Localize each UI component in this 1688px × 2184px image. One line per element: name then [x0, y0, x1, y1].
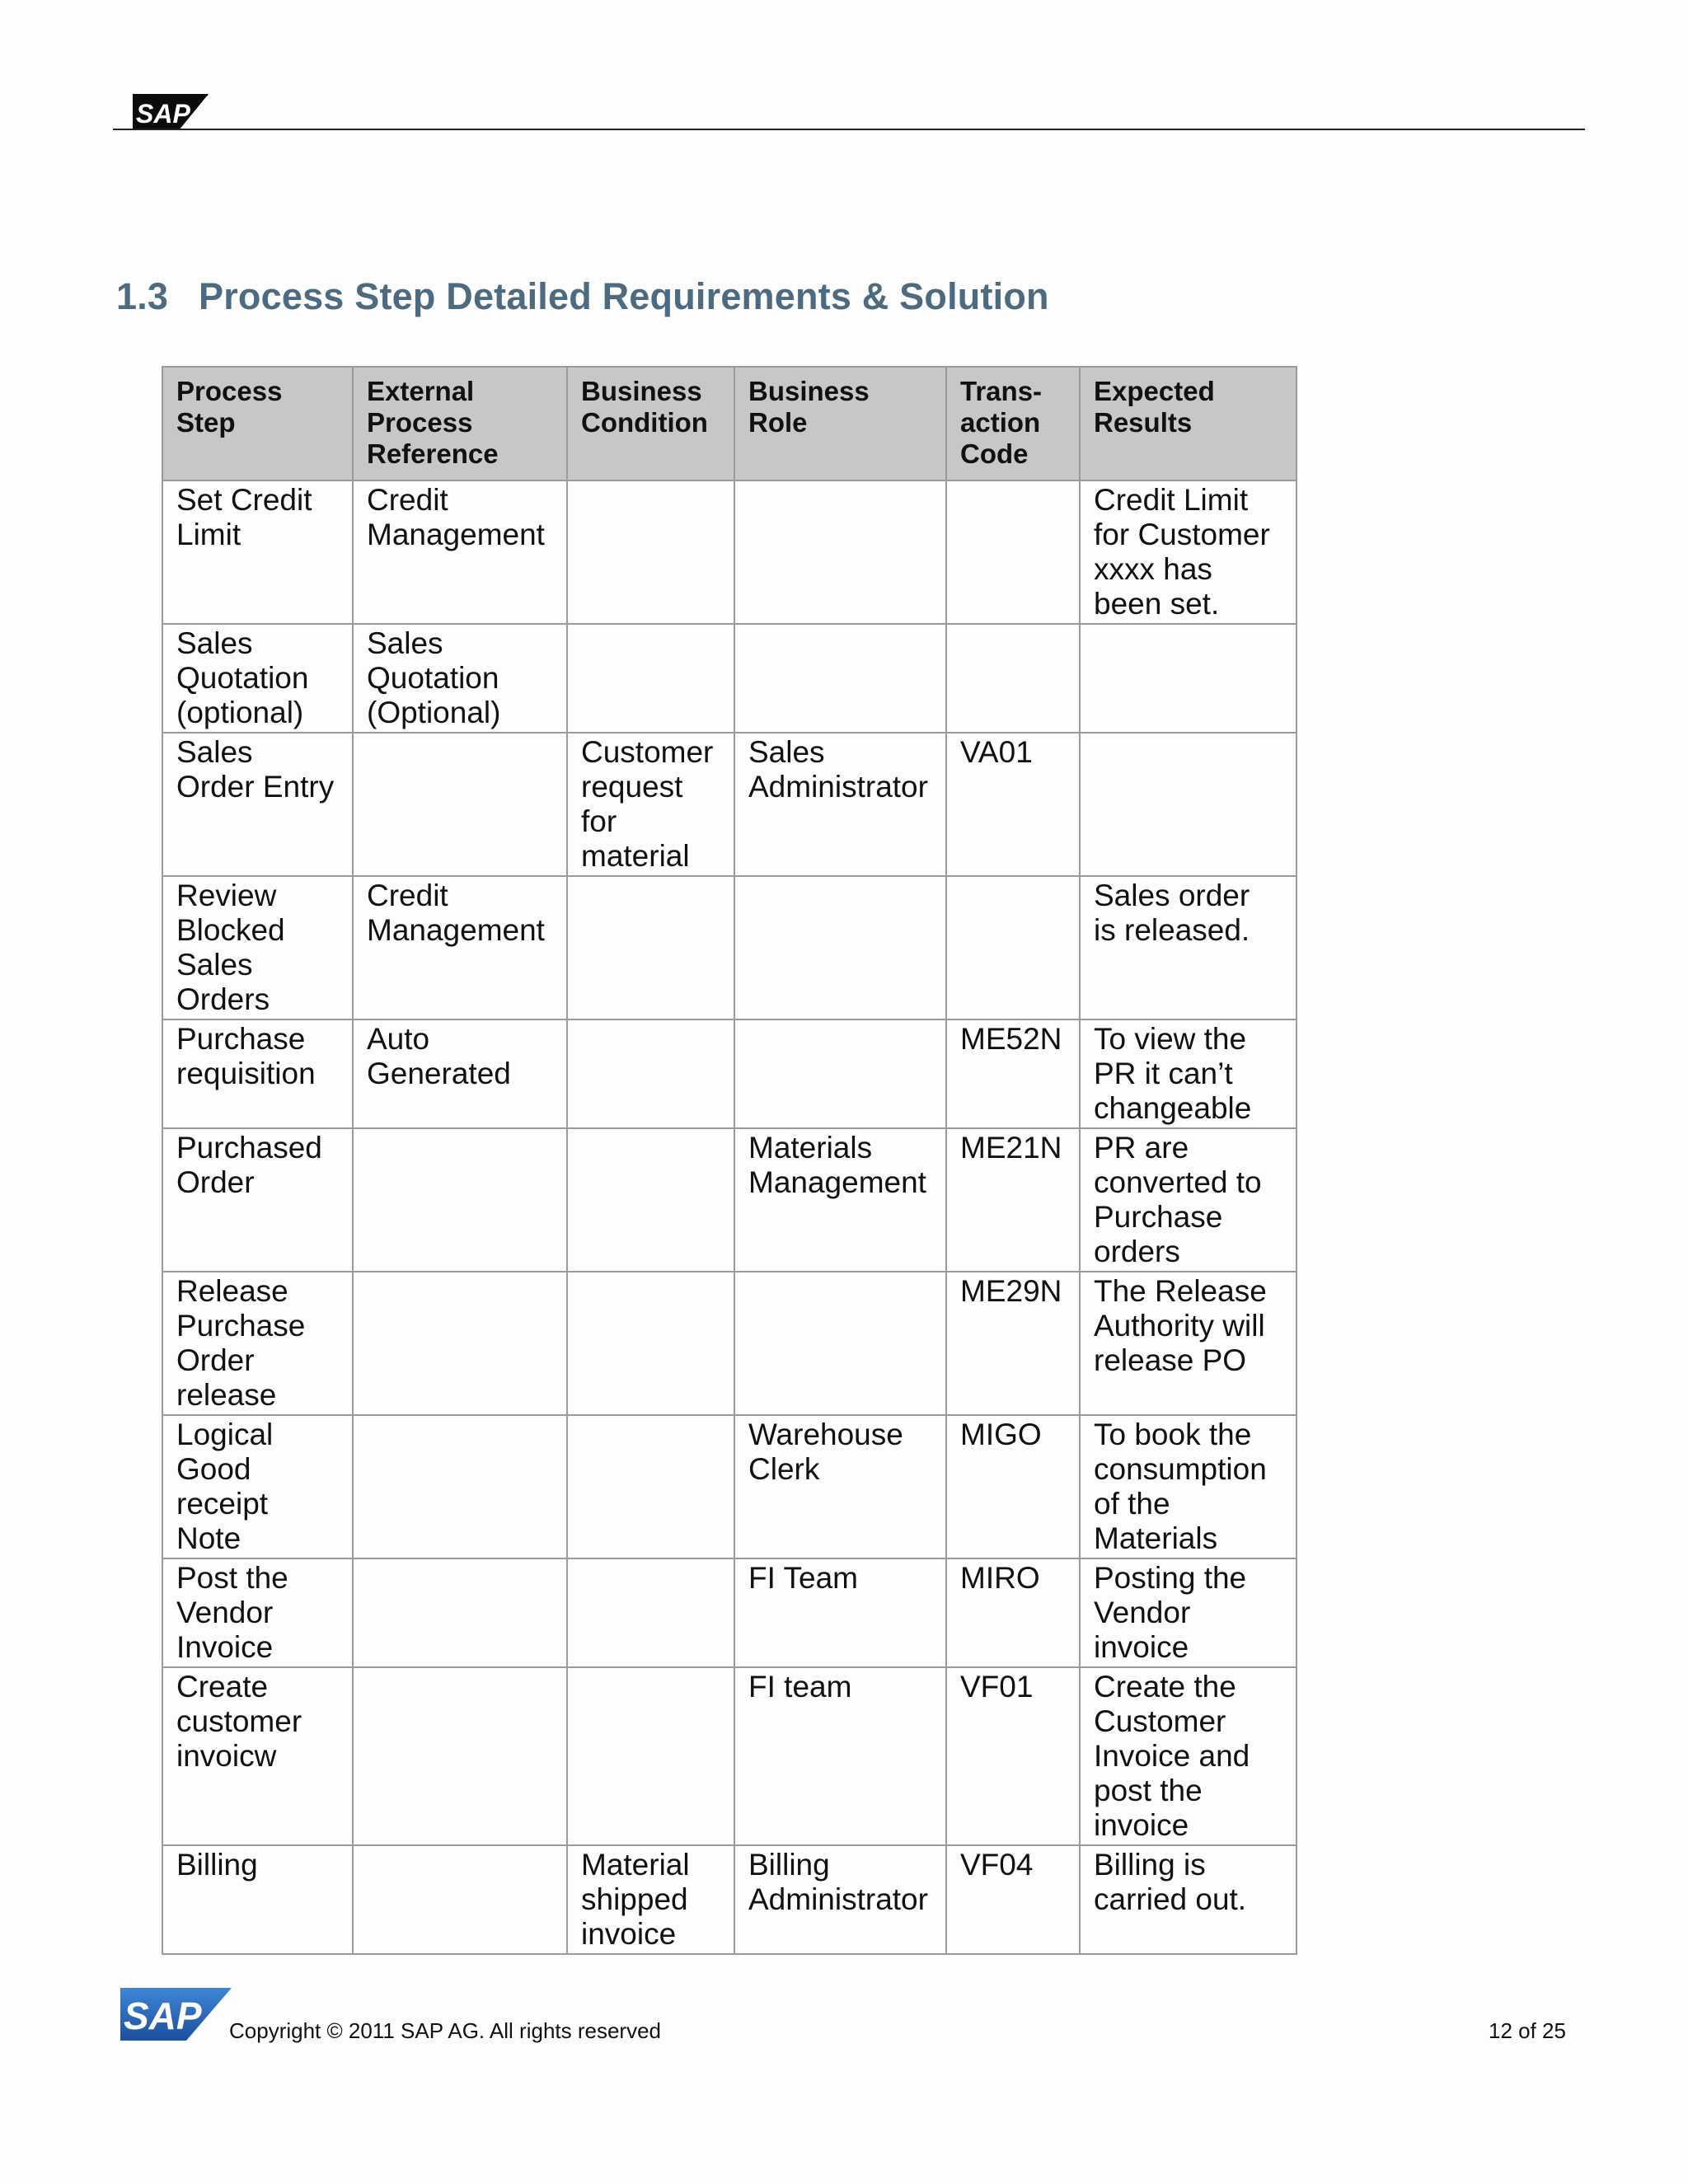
- section-heading: [116, 275, 1049, 318]
- cell-external-reference: [353, 733, 567, 876]
- cell-expected-results: The Release Authority will release PO: [1080, 1272, 1296, 1415]
- cell-process-step: Create customer invoicw: [162, 1667, 353, 1845]
- table-row: [162, 1667, 1296, 1845]
- cell-business-role: FI team: [734, 1667, 946, 1845]
- cell-process-step: Purchase requisition: [162, 1019, 353, 1128]
- cell-external-reference: [353, 1272, 567, 1415]
- table-row: [162, 1128, 1296, 1272]
- cell-process-step: Sales Order Entry: [162, 733, 353, 876]
- table-row: [162, 876, 1296, 1019]
- requirements-table: [162, 366, 1297, 1955]
- cell-expected-results: To view the PR it can’t changeable: [1080, 1019, 1296, 1128]
- cell-transaction-code: ME52N: [946, 1019, 1080, 1128]
- cell-external-reference: [353, 1415, 567, 1558]
- cell-process-step: Set Credit Limit: [162, 480, 353, 624]
- cell-business-role: [734, 1019, 946, 1128]
- column-header-external-process-reference: External Process Reference: [353, 367, 567, 480]
- copyright-text: Copyright © 2011 SAP AG. All rights reserved: [229, 2018, 662, 2043]
- cell-expected-results: PR are converted to Purchase orders: [1080, 1128, 1296, 1272]
- cell-business-condition: [567, 876, 734, 1019]
- cell-expected-results: Posting the Vendor invoice: [1080, 1558, 1296, 1667]
- cell-process-step: Sales Quotation (optional): [162, 624, 353, 733]
- table-row: [162, 1272, 1296, 1415]
- page-number: 12 of 25: [1489, 2018, 1566, 2043]
- sap-footer-logo-text: SAP: [124, 1994, 202, 2037]
- table-row: [162, 1019, 1296, 1128]
- cell-transaction-code: MIRO: [946, 1558, 1080, 1667]
- cell-expected-results: Credit Limit for Customer xxxx has been set.: [1080, 480, 1296, 624]
- cell-business-condition: [567, 1415, 734, 1558]
- table-row: [162, 733, 1296, 876]
- cell-process-step: Billing: [162, 1845, 353, 1954]
- section-title: Process Step Detailed Requirements & Solution: [199, 275, 1049, 317]
- cell-business-condition: Material shipped invoice: [567, 1845, 734, 1954]
- cell-business-condition: [567, 1558, 734, 1667]
- cell-external-reference: [353, 1845, 567, 1954]
- cell-business-role: Warehouse Clerk: [734, 1415, 946, 1558]
- table-row: [162, 1415, 1296, 1558]
- cell-transaction-code: MIGO: [946, 1415, 1080, 1558]
- cell-external-reference: [353, 1667, 567, 1845]
- column-header-business-role: Business Role: [734, 367, 946, 480]
- cell-process-step: Review Blocked Sales Orders: [162, 876, 353, 1019]
- cell-transaction-code: [946, 480, 1080, 624]
- cell-business-condition: [567, 1128, 734, 1272]
- cell-process-step: Purchased Order: [162, 1128, 353, 1272]
- table-row: [162, 624, 1296, 733]
- cell-external-reference: Credit Management: [353, 876, 567, 1019]
- cell-expected-results: Create the Customer Invoice and post the invoice: [1080, 1667, 1296, 1845]
- column-header-business-condition: Business Condition: [567, 367, 734, 480]
- cell-business-role: [734, 480, 946, 624]
- header-rule: [113, 129, 1585, 130]
- cell-business-role: FI Team: [734, 1558, 946, 1667]
- cell-business-role: [734, 876, 946, 1019]
- cell-transaction-code: ME29N: [946, 1272, 1080, 1415]
- cell-process-step: Logical Good receipt Note: [162, 1415, 353, 1558]
- cell-transaction-code: [946, 876, 1080, 1019]
- cell-business-condition: [567, 624, 734, 733]
- column-header-expected-results: Expected Results: [1080, 367, 1296, 480]
- cell-business-role: Materials Management: [734, 1128, 946, 1272]
- cell-business-role: [734, 1272, 946, 1415]
- sap-logo-text: SAP: [136, 99, 190, 129]
- cell-transaction-code: ME21N: [946, 1128, 1080, 1272]
- column-header-process-step: Process Step: [162, 367, 353, 480]
- cell-expected-results: To book the consumption of the Materials: [1080, 1415, 1296, 1558]
- cell-business-role: Billing Administrator: [734, 1845, 946, 1954]
- cell-business-condition: [567, 1272, 734, 1415]
- cell-transaction-code: VF04: [946, 1845, 1080, 1954]
- table-row: [162, 480, 1296, 624]
- table-row: [162, 1558, 1296, 1667]
- cell-transaction-code: VA01: [946, 733, 1080, 876]
- cell-business-condition: [567, 1019, 734, 1128]
- cell-business-role: Sales Administrator: [734, 733, 946, 876]
- cell-business-role: [734, 624, 946, 733]
- cell-expected-results: [1080, 733, 1296, 876]
- cell-external-reference: Credit Management: [353, 480, 567, 624]
- cell-external-reference: Sales Quotation (Optional): [353, 624, 567, 733]
- table-header-row: [162, 367, 1296, 480]
- cell-process-step: Release Purchase Order release: [162, 1272, 353, 1415]
- cell-transaction-code: [946, 624, 1080, 733]
- cell-external-reference: [353, 1128, 567, 1272]
- cell-external-reference: [353, 1558, 567, 1667]
- cell-external-reference: Auto Generated: [353, 1019, 567, 1128]
- sap-logo-icon: [133, 94, 209, 130]
- cell-expected-results: Sales order is released.: [1080, 876, 1296, 1019]
- table-row: [162, 1845, 1296, 1954]
- cell-expected-results: [1080, 624, 1296, 733]
- cell-expected-results: Billing is carried out.: [1080, 1845, 1296, 1954]
- section-number: 1.3: [116, 275, 169, 317]
- cell-transaction-code: VF01: [946, 1667, 1080, 1845]
- cell-business-condition: [567, 480, 734, 624]
- column-header-transaction-code: Trans- action Code: [946, 367, 1080, 480]
- cell-business-condition: Customer request for material: [567, 733, 734, 876]
- sap-footer-logo-icon: [120, 1988, 232, 2041]
- cell-process-step: Post the Vendor Invoice: [162, 1558, 353, 1667]
- cell-business-condition: [567, 1667, 734, 1845]
